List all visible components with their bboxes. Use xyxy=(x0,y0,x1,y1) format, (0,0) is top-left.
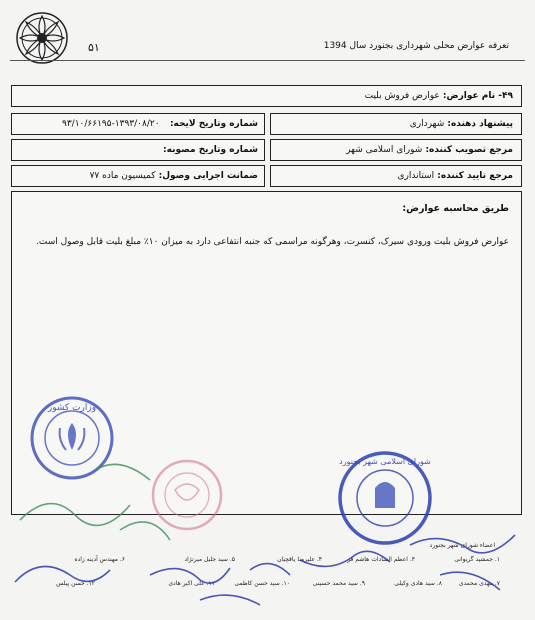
calculation-heading: طریق محاسبه عوارض: xyxy=(402,203,509,214)
proposer-box xyxy=(270,113,522,135)
ministry-stamp-text: وزارت کشور xyxy=(47,403,97,413)
header-divider xyxy=(10,60,525,61)
signer-4: ۴. علیرضا یاقچیان xyxy=(277,556,322,563)
approver-value: شورای اسلامی شهر xyxy=(346,145,423,155)
confirmer-value: استانداری xyxy=(397,171,435,181)
signer-7: ۷. مهدی محمدی xyxy=(458,580,500,587)
guarantee-value: کمیسیون ماده ۷۷ xyxy=(89,171,156,181)
approver-label: مرجع تصویب کننده: xyxy=(425,145,513,155)
signer-11: ۱۱. علی اکبر هادی xyxy=(168,580,215,587)
signer-5: ۵. سید جلیل میرنژاد xyxy=(184,556,235,563)
resolution-box xyxy=(11,139,265,161)
council-title: اعضاء شورای شهر بجنورد xyxy=(429,542,495,549)
municipality-logo-icon xyxy=(12,10,72,66)
bill-label: شماره وتاریخ لایحه: xyxy=(169,119,258,129)
confirmer-label: مرجع تایید کننده: xyxy=(437,171,513,181)
proposer-label: پیشنهاد دهنده: xyxy=(447,119,513,129)
calculation-text: عوارض فروش بلیت ورودی سیرک، کنسرت، وهرگونه مراسمی که جنبه انتفاعی دارد به میزان ۱۰٪ مبلغ بلیت قابل وصول است. xyxy=(36,237,509,247)
item-name: عوارض فروش بلیت xyxy=(364,91,440,101)
approver-box xyxy=(270,139,522,161)
signer-12: ۱۲. حسن پیلس xyxy=(56,580,95,587)
signer-1: ۱. جمشید گریوانی xyxy=(454,556,500,563)
confirmer-box xyxy=(270,165,522,187)
signer-9: ۹. سید محمد حسینی xyxy=(312,580,365,587)
resolution-label: شماره وتاریخ مصوبه: xyxy=(163,145,258,155)
council-stamp-text: شورای اسلامی شهر بجنورد xyxy=(339,457,431,466)
header-title: تعرفه عوارض محلی شهرداری بجنورد سال 1394 xyxy=(323,41,509,51)
signer-3: ۳. اعظم السادات هاشم فر xyxy=(347,556,415,563)
guarantee-label: ضمانت اجرایی وصول: xyxy=(158,171,258,181)
signer-6: ۶. مهندس آدینه زاده xyxy=(74,556,125,563)
guarantee-box xyxy=(11,165,265,187)
bill-box xyxy=(11,113,265,135)
item-name-box xyxy=(11,85,522,107)
page-number: ۵۱ xyxy=(88,41,100,54)
proposer-value: شهرداری xyxy=(409,119,445,129)
signer-10: ۱۰. سید حسن کاظمی xyxy=(234,580,290,587)
item-number-label: ۴۹- نام عوارض: xyxy=(442,91,513,101)
bill-value: ۹۳/۱۰/۶۶۱۹۵-۱۳۹۳/۰۸/۲۰ xyxy=(62,119,160,129)
signer-8: ۸. سید هادی وکیلی xyxy=(394,580,442,587)
